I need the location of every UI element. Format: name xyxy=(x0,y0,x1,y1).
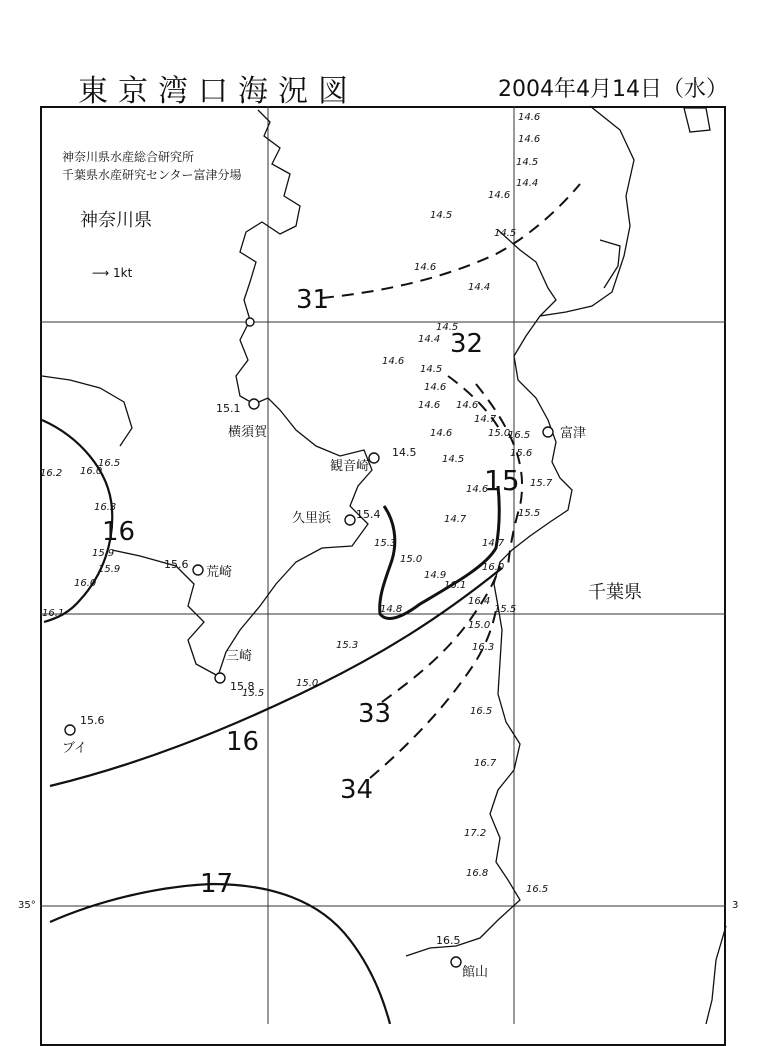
temperature-reading: 15.0 xyxy=(296,678,319,689)
grid-lines xyxy=(40,106,726,1024)
station-temp: 15.4 xyxy=(356,508,381,521)
temperature-reading: 15.9 xyxy=(92,548,115,559)
temperature-readings xyxy=(40,112,553,895)
temperature-reading: 15.3 xyxy=(374,538,397,549)
prefecture-kanagawa: 神奈川県 xyxy=(80,210,152,231)
station-marker xyxy=(543,427,553,437)
temperature-reading: 14.4 xyxy=(516,178,539,189)
temperature-reading: 14.6 xyxy=(418,400,441,411)
station-marker xyxy=(246,318,254,326)
temperature-reading: 16.1 xyxy=(42,608,65,619)
contour-label: 32 xyxy=(450,329,484,359)
station-marker xyxy=(215,673,225,683)
temperature-reading: 16.5 xyxy=(470,706,493,717)
temperature-reading: 14.6 xyxy=(414,262,437,273)
prefecture-chiba: 千葉県 xyxy=(588,582,642,603)
temperature-reading: 14.5 xyxy=(436,322,459,333)
temperature-reading: 16.3 xyxy=(472,642,495,653)
temperature-reading: 14.5 xyxy=(430,210,453,221)
place-name: 館山 xyxy=(462,965,489,980)
station-marker xyxy=(249,399,259,409)
temperature-reading: 14.9 xyxy=(424,570,447,581)
contour-label: 33 xyxy=(358,699,392,729)
place-name: ブイ xyxy=(62,741,87,756)
current-scale-label: 1kt xyxy=(113,266,133,280)
station-temp: 15.6 xyxy=(164,558,189,571)
temperature-reading: 15.5 xyxy=(518,508,541,519)
temperature-reading: 14.8 xyxy=(380,604,403,615)
contour-label: 34 xyxy=(340,775,374,805)
temperature-reading: 14.5 xyxy=(420,364,443,375)
station-marker xyxy=(451,957,461,967)
temperature-reading: 14.6 xyxy=(488,190,511,201)
temperature-reading: 16.7 xyxy=(474,758,497,769)
place-name: 荒崎 xyxy=(206,565,233,580)
institution-kanagawa: 神奈川県水産総合研究所 xyxy=(62,150,195,164)
temperature-reading: 16.0 xyxy=(80,466,103,477)
temperature-reading: 16.2 xyxy=(40,468,63,479)
place-name: 観音崎 xyxy=(330,459,370,474)
place-name: 久里浜 xyxy=(292,511,332,526)
isotherm-label: 17 xyxy=(200,869,234,899)
temperature-reading: 16.0 xyxy=(74,578,97,589)
station-temp: 15.6 xyxy=(80,714,105,727)
temperature-reading: 14.4 xyxy=(418,334,441,345)
station-marker xyxy=(369,453,379,463)
temperature-reading: 16.5 xyxy=(98,458,121,469)
temperature-reading: 14.6 xyxy=(382,356,405,367)
temperature-reading: 14.6 xyxy=(424,382,447,393)
temperature-reading: 15.0 xyxy=(400,554,423,565)
temperature-reading: 14.5 xyxy=(494,228,517,239)
temperature-reading: 16.5 xyxy=(526,884,549,895)
station-marker xyxy=(65,725,75,735)
station-temp: 15.1 xyxy=(216,402,241,415)
arrow-icon: ⟶ xyxy=(92,266,110,280)
temperature-reading: 14.4 xyxy=(468,282,491,293)
place-name: 富津 xyxy=(560,426,587,441)
temperature-reading: 14.6 xyxy=(430,428,453,439)
temperature-reading: 15.6 xyxy=(510,448,533,459)
temperature-reading: 14.6 xyxy=(518,134,541,145)
institution-chiba: 千葉県水産研究センター富津分場 xyxy=(62,168,242,182)
temperature-reading: 14.7 xyxy=(482,538,505,549)
temperature-reading: 15.5 xyxy=(242,688,265,699)
temperature-reading: 15.3 xyxy=(336,640,359,651)
isotherm-label: 16 xyxy=(226,727,260,757)
temperature-reading: 16.1 xyxy=(444,580,467,591)
temperature-reading: 16.0 xyxy=(482,562,505,573)
contour-label-group xyxy=(102,285,520,899)
place-labels xyxy=(62,424,586,980)
temperature-reading: 14.5 xyxy=(516,157,539,168)
map-title: 東京湾口海況図 xyxy=(78,74,358,109)
coastlines xyxy=(42,106,726,1024)
temperature-reading: 14.6 xyxy=(466,484,489,495)
temperature-reading: 15.0 xyxy=(468,620,491,631)
temperature-reading: 16.8 xyxy=(466,868,489,879)
latitude-label-right: 3 xyxy=(732,900,739,911)
isotherm-label: 15 xyxy=(484,464,520,497)
temperature-reading: 15.5 xyxy=(494,604,517,615)
temperature-reading: 14.6 xyxy=(518,112,541,123)
place-name: 三崎 xyxy=(226,649,253,664)
temperature-reading: 15.7 xyxy=(530,478,553,489)
temperature-reading: 16.4 xyxy=(468,596,491,607)
contour-label: 31 xyxy=(296,285,330,315)
temperature-reading: 14.6 xyxy=(456,400,479,411)
station-temp: 14.5 xyxy=(392,446,417,459)
place-name: 横須賀 xyxy=(228,425,268,440)
temperature-reading: 15.0 xyxy=(488,428,511,439)
temperature-reading: 17.2 xyxy=(464,828,487,839)
temperature-reading: 14.5 xyxy=(442,454,465,465)
latitude-label-left: 35° xyxy=(18,900,36,911)
temperature-reading: 15.9 xyxy=(98,564,121,575)
station-marker xyxy=(193,565,203,575)
station-marker xyxy=(345,515,355,525)
temperature-reading: 16.5 xyxy=(508,430,531,441)
station-temp: 15.8 xyxy=(230,680,255,693)
map-date: 2004年4月14日（水） xyxy=(498,77,728,102)
temperature-reading: 16.3 xyxy=(94,502,117,513)
temperature-reading: 14.7 xyxy=(444,514,467,525)
isotherm-label: 16 xyxy=(102,517,136,547)
station-temperatures xyxy=(80,402,461,947)
station-temp: 16.5 xyxy=(436,934,461,947)
temperature-reading: 14.7 xyxy=(474,414,497,425)
